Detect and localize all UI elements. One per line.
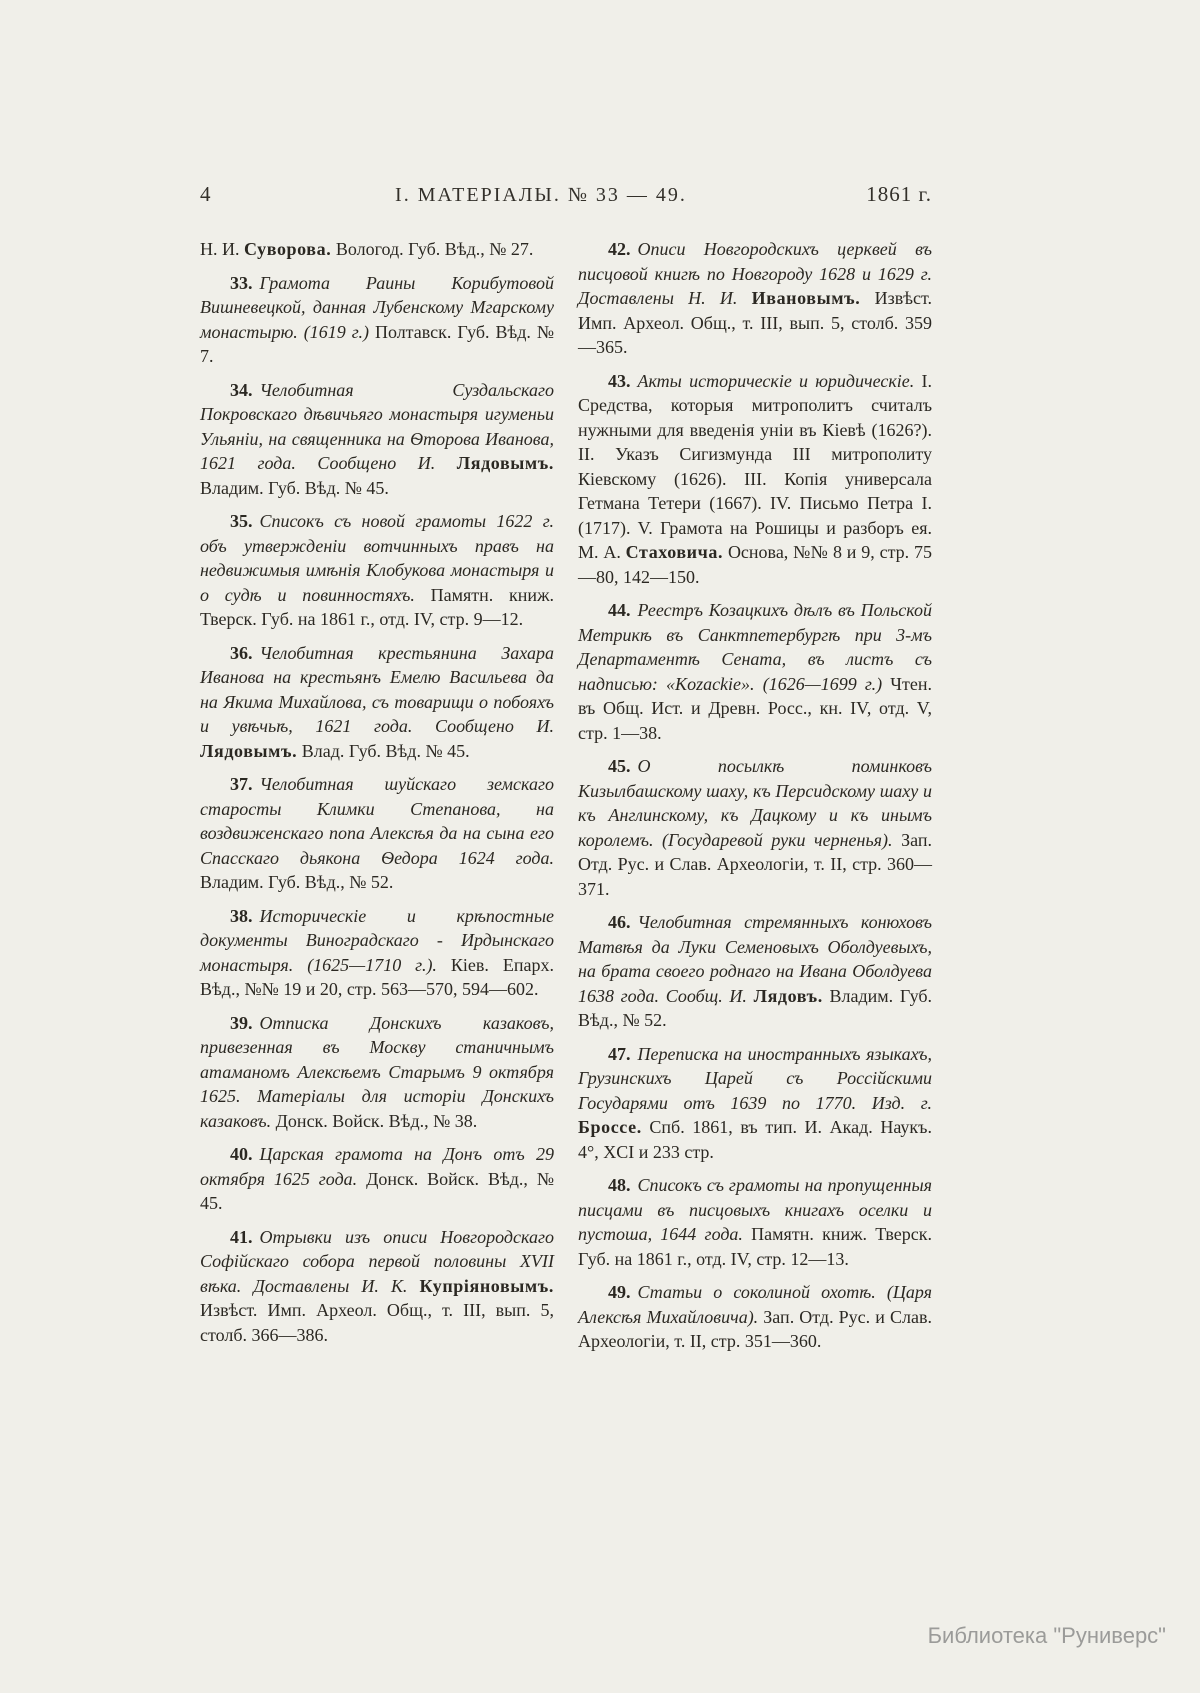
entry-text-segment: Основа, №№ 8 и 9, стр. 75—80, 142—150. xyxy=(578,542,932,587)
entry-number: 46. xyxy=(608,912,631,932)
entry-text-segment: Челобитная шуйскаго земскаго старосты Климки Степанова, на воздвиженскаго попа Алексѣя да на сына его Спасскаго дьякона Ѳедора 1624 года. xyxy=(200,774,554,868)
header-year: 1861 г. xyxy=(866,182,932,206)
left-column xyxy=(200,237,554,1363)
entry-text-segment: Чтен. въ Общ. Ист. и Древн. Росс., кн. IV, отд. V, стр. 1—38. xyxy=(578,673,932,743)
entry-text-segment: Извѣст. Имп. Археол. Общ., т. III, вып. 5, столб. 366—386. xyxy=(200,1300,554,1345)
entry-37 xyxy=(200,772,554,895)
entry-number: 34. xyxy=(230,379,253,400)
entry-text-segment: Н. И. xyxy=(200,239,244,259)
entry-46 xyxy=(578,910,932,1033)
entry-number: 37. xyxy=(230,774,253,794)
entry-number: 42. xyxy=(608,239,631,259)
page-number: 4 xyxy=(200,182,211,206)
entry-text-segment: Грамота Раины Корибутовой Вишневецкой, данная Лубенскому Мгарскому монастырю. (1619 г.) xyxy=(200,272,554,342)
entry-text-segment: Отписка Донскихъ казаковъ, привезенная въ Москву станичнымъ атаманомъ Алексѣемъ Старымъ 9 октября 1625. Матеріалы для исторіи Донскихъ казаковъ. xyxy=(200,1012,554,1131)
entry-number: 47. xyxy=(608,1043,631,1064)
entry-text-segment: Лядовымъ. xyxy=(456,453,554,473)
entry-45 xyxy=(578,754,932,901)
entry-text-segment: Списокъ съ грамоты на пропущенныя писцами въ писцовыхъ книгахъ оселки и пустоша, 1644 года. xyxy=(578,1175,932,1244)
two-column-text xyxy=(200,237,932,1363)
page-header xyxy=(200,182,932,207)
entry-35 xyxy=(200,509,554,632)
entry-text-segment: Челобитная стремянныхъ конюховъ Матвѣя да Луки Семеновыхъ Оболдуевыхъ, на брата своего роднаго на Ивана Оболдуева 1638 года. Сообщ. И. xyxy=(578,912,932,1006)
entry-number: 44. xyxy=(608,600,631,620)
entry-number: 43. xyxy=(608,370,631,391)
entry-text-segment: Ивановымъ. xyxy=(751,288,861,308)
entry-34 xyxy=(200,378,554,501)
entry-text-segment: Зап. Отд. Рус. и Слав. Археологіи, т. II, стр. 351—360. xyxy=(578,1306,932,1351)
library-watermark: Библиотека "Руниверс" xyxy=(927,1623,1166,1648)
entry-41 xyxy=(200,1225,554,1348)
entry-text-segment: Памятн. книж. Тверск. Губ. на 1861 г., отд. IV, стр. 12—13. xyxy=(578,1224,932,1269)
entry-text-segment: Владим. Губ. Вѣд. № 45. xyxy=(200,477,389,498)
entry-text-segment: Полтавск. Губ. Вѣд. № 7. xyxy=(200,321,555,366)
entry-text-segment: Донск. Войск. Вѣд., № 45. xyxy=(200,1168,554,1213)
entry-text-segment: I. Средства, которыя митрополитъ считалъ нужными для введенія уніи въ Кіевѣ (1626?). II. Указъ Сигизмунда III митрополиту Кіевскому (1626). III. Копія универсала Гетмана Тетери (1667). IV. Письмо Петра I. (1717). V. Грамота на Рошицы и разборъ ея. М. А. xyxy=(578,370,932,562)
entry-36 xyxy=(200,641,554,764)
entry-text-segment: Списокъ съ новой грамоты 1622 г. объ утвержденіи вотчинныхъ правъ на недвижимыя имѣнія Клобукова монастыря и о судѣ и повинностяхъ. xyxy=(200,511,554,605)
entry-text-segment: Описи Новгородскихъ церквей въ писцовой книгѣ по Новгороду 1628 и 1629 г. Доставлены Н. И. xyxy=(578,239,932,308)
entry-38 xyxy=(200,904,554,1002)
entry-number: 40. xyxy=(230,1144,253,1164)
entry-text-segment: Лядовымъ. xyxy=(200,740,298,761)
entry-text-segment: Купріяновымъ. xyxy=(419,1275,554,1296)
entry-48 xyxy=(578,1173,932,1271)
right-column xyxy=(578,237,932,1363)
entry-text-segment: Донск. Войск. Вѣд., № 38. xyxy=(271,1110,478,1131)
page-content xyxy=(200,182,932,1363)
entry-text-segment: Спб. 1861, въ тип. И. Акад. Наукъ. 4°, XCI и 233 стр. xyxy=(578,1117,932,1162)
entry-47 xyxy=(578,1042,932,1165)
entry-continuation xyxy=(200,237,554,262)
entry-33 xyxy=(200,271,554,369)
entry-text-segment: Челобитная крестьянина Захара Иванова на крестьянъ Емелю Васильева да на Якима Михайлова, съ товарищи о побояхъ и увѣчьѣ, 1621 года. Сообщено И. xyxy=(200,642,554,736)
entry-number: 33. xyxy=(230,272,253,293)
entry-number: 36. xyxy=(230,642,253,663)
entry-text-segment: Стаховича. xyxy=(625,542,724,562)
entry-text-segment: Историческіе и крѣпостные документы Виноградскаго - Ирдынскаго монастыря. (1625—1710 г.). xyxy=(200,905,554,975)
entry-text-segment: Влад. Губ. Вѣд. № 45. xyxy=(297,740,470,761)
entry-text-segment: Кіев. Епарх. Вѣд., №№ 19 и 20, стр. 563—570, 594—602. xyxy=(200,954,554,999)
entry-number: 48. xyxy=(608,1175,631,1195)
entry-text-segment: Статьи о соколиной охотѣ. (Царя Алексѣя Михайловича). xyxy=(578,1282,932,1327)
entry-text-segment: Памятн. книж. Тверск. Губ. на 1861 г., отд. IV, стр. 9—12. xyxy=(200,584,555,629)
entry-text-segment: Лядовъ. xyxy=(753,985,823,1006)
entry-number: 45. xyxy=(608,756,631,776)
entry-text-segment: Зап. Отд. Рус. и Слав. Археологіи, т. II, стр. 360—371. xyxy=(578,829,932,899)
entry-39 xyxy=(200,1011,554,1134)
entry-text-segment: Суворова. xyxy=(244,239,332,259)
entry-number: 49. xyxy=(608,1282,631,1302)
entry-43 xyxy=(578,369,932,590)
entry-text-segment: О посылкѣ поминковъ Кизылбашскому шаху, къ Персидскому шаху и къ Англинскому, къ Дацкому и къ инымъ королемъ. (Государевой руки черненья). xyxy=(578,756,932,850)
entry-text-segment: Отрывки изъ описи Новгородскаго Софійскаго собора первой половины XVII вѣка. Доставлены И. К. xyxy=(200,1226,554,1296)
entry-text-segment: Челобитная Суздальскаго Покровскаго дѣвичьяго монастыря игуменьи Ульяніи, на священника на Ѳторова Иванова, 1621 года. Сообщено И. xyxy=(200,379,554,473)
entry-text-segment: Владим. Губ. Вѣд., № 52. xyxy=(578,985,932,1030)
entry-text-segment: Владим. Губ. Вѣд., № 52. xyxy=(200,872,394,892)
entry-text-segment: Броссе. xyxy=(578,1117,642,1137)
entry-text-segment: Переписка на иностранныхъ языкахъ, Грузинскихъ Царей съ Россійскими Государями отъ 1639 по 1770. Изд. г. xyxy=(578,1043,932,1113)
entry-text-segment: Извѣст. Имп. Археол. Общ., т. III, вып. 5, столб. 359—365. xyxy=(578,288,932,357)
entry-text-segment: Реестръ Козацкихъ дѣлъ въ Польской Метрикѣ въ Санктпетербургѣ при 3-мъ Департаментѣ Сената, въ листъ съ надписью: «Kozackie». (1626—1699 г.) xyxy=(578,600,932,694)
entry-number: 35. xyxy=(230,511,253,531)
entry-number: 41. xyxy=(230,1226,253,1247)
running-title: I. МАТЕРІАЛЫ. № 33 — 49. xyxy=(395,184,687,206)
entry-number: 38. xyxy=(230,905,253,926)
entry-text-segment: Акты историческіе и юридическіе. xyxy=(637,370,915,391)
entry-number: 39. xyxy=(230,1012,253,1033)
entry-42 xyxy=(578,237,932,360)
entry-40 xyxy=(200,1142,554,1216)
entry-49 xyxy=(578,1280,932,1354)
entry-text-segment: Царская грамота на Донъ отъ 29 октября 1625 года. xyxy=(200,1144,554,1189)
entry-text-segment: Вологод. Губ. Вѣд., № 27. xyxy=(331,239,534,259)
entry-44 xyxy=(578,598,932,745)
